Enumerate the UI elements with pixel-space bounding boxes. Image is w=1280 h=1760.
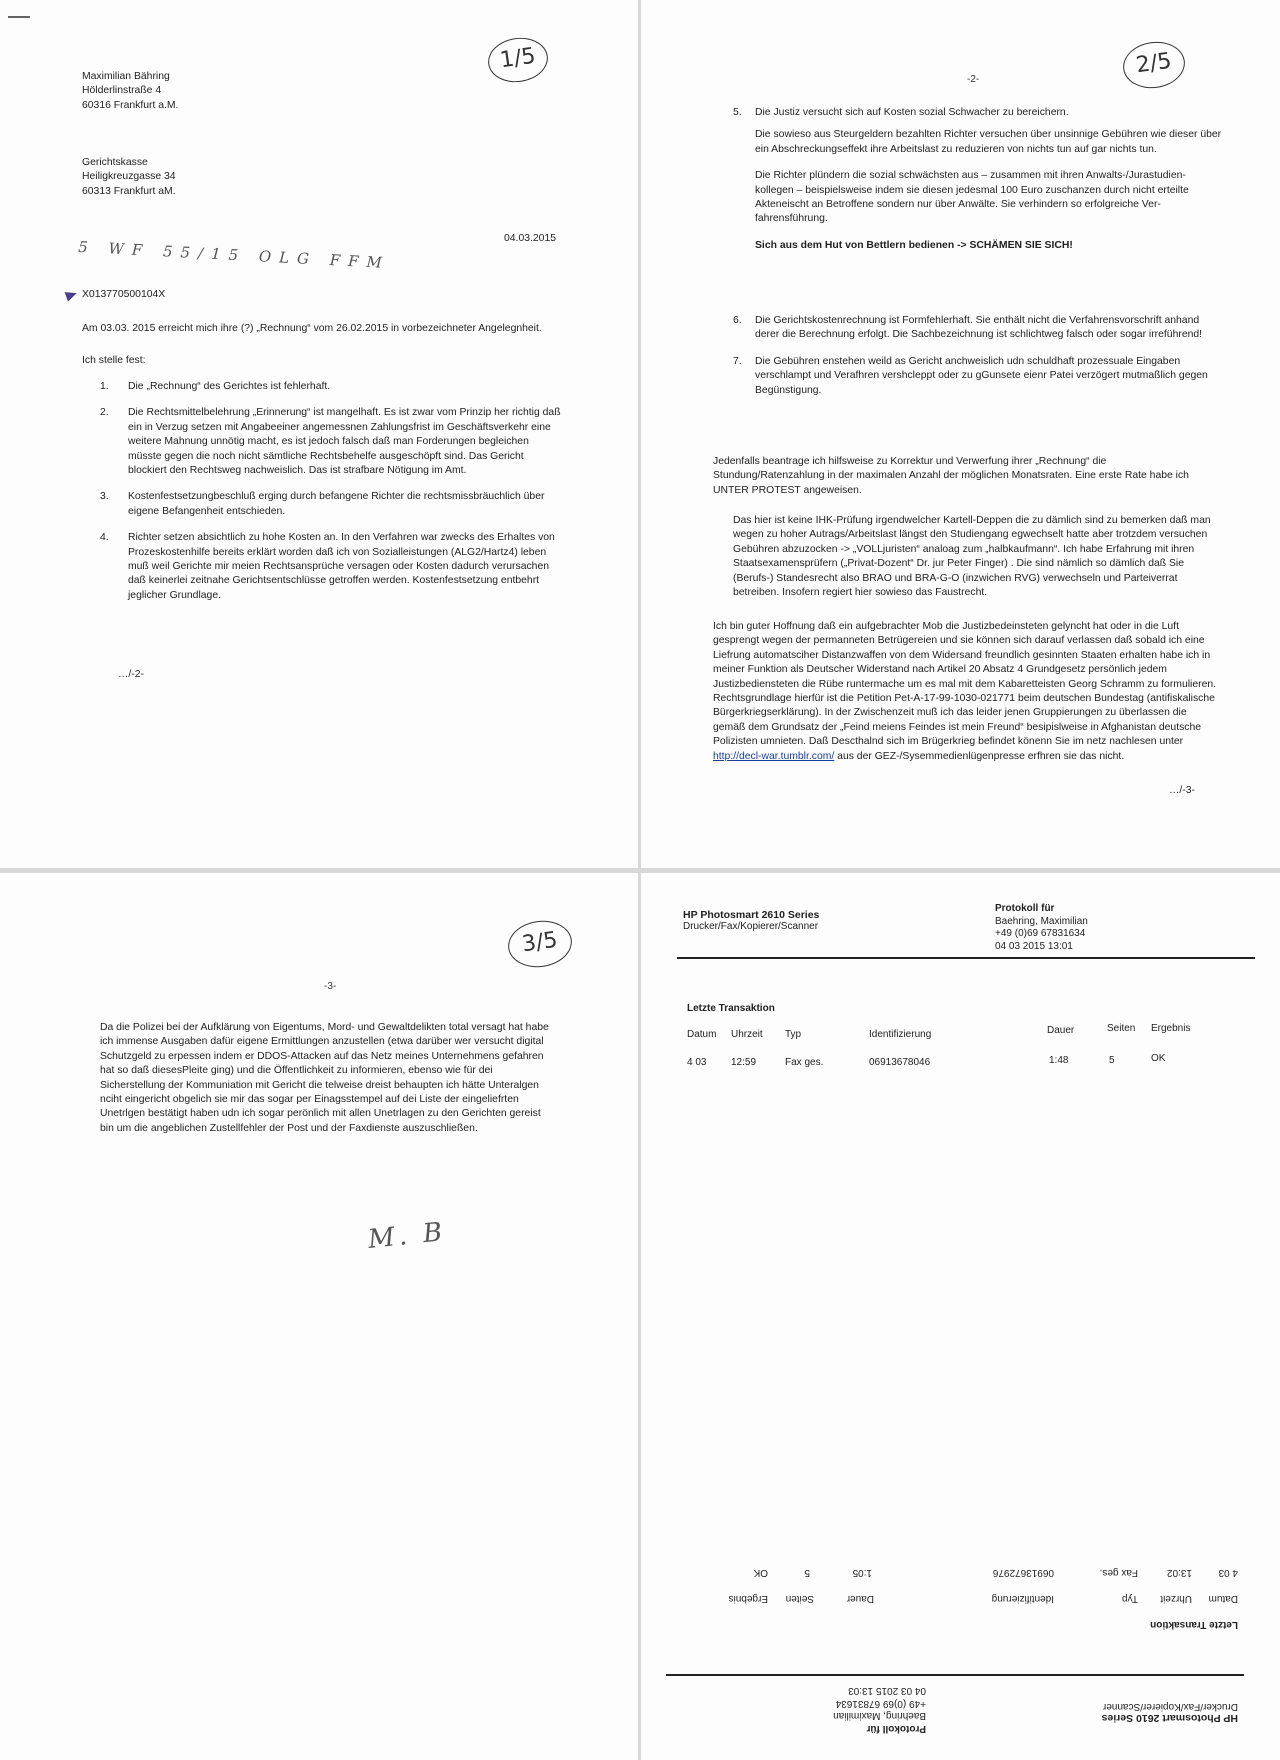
recipient-street: Heiligkreuzgasse 34 [82,171,176,183]
row-dauer: 1:48 [1049,1055,1069,1066]
fax-header-device: HP Photosmart 2610 Series Drucker/Fax/Kopierer/Scanner [683,909,820,932]
sender-name: Maximilian Bähring [82,71,170,82]
findings-list [100,380,562,615]
intro-line: Am 03.03. 2015 erreicht mich ihre (?) „Rechnung“ vom 26.02.2015 in vorbezeichneter Angelegnheit. [82,323,542,334]
col-seiten: Seiten [1107,1023,1136,1034]
page-4 [641,873,1280,1760]
sender-city: 60316 Frankfurt a.M. [82,99,179,111]
fax-protocol: Protokoll für Baehring, Maximilian +49 (0)69 67831634 04 03 2015 13:01 [995,903,1088,952]
letter-date: 04.03.2015 [504,233,557,244]
paragraph-application: Jedenfalls beantrage ich hilfsweise zu Korrektur und Verwerfung ihrer „Rechnung“ die Stundung/Ratenzahlung in der maximalen Anzahl der möglichen Monatsraten. Eine erste Rate habe ich UNTER PROTEST angeweisen. [713,456,1189,496]
col-uhrzeit: Uhrzeit [731,1029,763,1040]
sender-address [82,70,178,113]
paragraph-hope: Ich bin guter Hoffnung daß ein aufgebrachter Mob die Justizbedeinsteten gelyncht hat oder in die Luft gesprengt wegen der permanneten Betrügereien und sie können sich darauf verlassen daß sobald ich eine Liefrung automatsciher Distanzwaffen von dem Widersand freundlich gesinnten Staaten erhalten habe ich in meiner Funktion als Deutscher Widerstand nach Artikel 20 Absatz 4 Grundgesetz persönlich jedem Justizbediensteten die Rübe runtermache um es mal mit dem Kabaretteisten Georg Schramm zu formulieren. Rechtsgrundlage hierfür ist die Petition Pet-A-17-99-1030-021771 beim deutschen Bundestag (antifiskalische Bürgerkriegserklärung). In der Zwischenzeit muß ich das leider jenen Gruppierungen zu überlassen die gemäß dem Grundsatz der „Feind meiens Feindes ist mein Freund“ besipislweise in Afghanistan deutsche Polizisten umnieten. Daß Descthalnd sich im Brügerkrieg befindet könenn Sie im netz nachlesen unter http://decl-war.tumblr.com/ aus der GEZ-/Sysemmedienlügenpresse erfhren sie das nicht. [713,621,1217,762]
page-2 [641,0,1280,868]
row-datum: 4 03 [687,1057,707,1068]
sender-street: Hölderlinstraße 4 [82,85,162,97]
handwritten-note: 5 WF 55/15 OLG FFM [77,237,391,273]
row-typ: Fax ges. [785,1057,824,1068]
continue-marker: …/-3- [1169,785,1195,796]
recipient-name: Gerichtskasse [82,157,148,168]
statement-line: Ich stelle fest: [82,355,146,366]
row-ergebnis: OK [1151,1053,1166,1064]
page-marker: 2/5 [1120,38,1188,92]
list-item: 6. Die Gerichtskostenrechnung ist Formfehlerhaft. Sie enthält nicht die Verfahrensvorschrift anhand derer die Berechnung erfolgt. Die Sachbezeichnung ist schlichtweg falsch oder sogar irreführend! [733,315,1203,341]
page-number: -2- [967,74,980,85]
scan-mark [8,16,30,18]
paragraph-ihk: Das hier ist keine IHK-Prüfung irgendwelcher Kartell-Deppen die zu dämlich sind zu bemerken daß man wegen zu hoher Autrags/Arbeitslast längst den Studiengang egwechselt hatte aber trotzdem versuchen Gebühren abzuzocken -> „VOLLjuristen“ analoag zum „halbkaufmann“. Ich habe Erfahrung mit ihren Staatsexamensprüfern („Privat-Dozent“ Dr. jur Peter Finger) . Die sind nämlich so dämlich daß Sie (Berufs-) Standesrecht also BRAO und BRA-G-O (inzwichen RVG) verwechseln und Parteiverrat betreiben. Insofern regiert hier sowieso das Faustrecht. [733,515,1211,599]
signature: M. B [366,1216,448,1256]
col-dauer: Dauer [1047,1025,1075,1036]
items-6-7 [733,314,1223,410]
recipient-address [82,156,176,199]
row-identifizierung: 06913678046 [869,1057,931,1068]
row-uhrzeit: 12:59 [731,1057,757,1068]
list-item: 2. Die Rechtsmittelbelehrung „Erinnerung“ ist mangelhaft. Es ist zwar vom Prinzip her richtig daß ein in Verzug setzen mit Angabeeiner angemessnen Zahlungsfrist im Geschäftsverkehr eine weitere Mahnung unnötig macht, es ist jedoch falsch daß man Forderungen begleichen müsste gegen die noch nicht sämtliche Rechtsbehelfe ausgeschöpft sind. Das Gericht blockiert den Rechtsweg nachweislich. Das ist strafbare Nötigung im Amt. [100,407,561,477]
divider [677,957,1255,959]
page-3 [0,873,638,1760]
col-ergebnis: Ergebnis [1151,1023,1191,1034]
item-5-paragraph: Die sowieso aus Steurgeldern bezahlten Richter versuchen über unsinnige Gebühren wie dieser über ein Abschreckungseffekt ihre Arbeitslast zu reduzieren von nichts tun auf gar nichts tun. [755,129,1222,155]
item-5-paragraph: Die Richter plündern die sozial schwächsten aus – zusammen mit ihren Anwalts-/Jurastudien-kollegen – beispielsweise indem sie diesen jedesmal 100 Euro zuschanzen durch nicht erteilte Akteneischt an Betroffene sondern nur über Anwälte. Sie verhindern so erfolgreiche Ver-fahrensführung. [755,170,1189,225]
paragraph-police: Da die Polizei bei der Aufklärung von Eigentums, Mord- und Gewaltdelikten total versagt hat habe ich immense Ausgaben dafür eigene Ermittlungen anzustellen (etwa darüber wer versucht digital Schutzgeld zu erpessen indem er DDOS-Attacken auf das Netz meines Unternehmens gefahren hat so daß diesesPleite ging) und die Öffentlichkeit zu informieren, ebenso wie für dei Sicherstellung der Kommuniation mit Gericht die telweise dreist behaupten ich hätte Unteralgen nciht eingericht obgelich sie mir das sogar per Einagsstempel auf dei Liste der eingeliefrten Unetrlgen bestätigt haben udn ich sogar perönlich mit allen Unetrlagen zu den Gerichten gereist bin um die angeblichen Zustellfehler der Post und der Faxdienste auszuschließen. [100,1022,549,1134]
arrow-icon [65,288,79,301]
fax-report-rotated: HP Photosmart 2610 Series Drucker/Fax/Kopierer/Scanner Protokoll für Baehring, Maximilian +49 (0)69 67831634 04 03 2015 13:03 Letzte Transaktion Datum Uhrzeit Typ Identifizierung Dauer Seiten Ergebnis 4 03 13:02 Fax ges. 06913672976 1:05 5 OK [641,1363,1280,1760]
section-title: Letzte Transaktion [687,1003,775,1014]
col-typ: Typ [785,1029,802,1040]
col-identifizierung: Identifizierung [869,1029,932,1040]
col-datum: Datum [687,1029,717,1040]
page-marker: 3/5 [505,917,575,971]
item-5-exclamation: Sich aus dem Hut von Bettlern bedienen -> SCHÄMEN SIE SICH! [755,239,1073,251]
list-item: 4. Richter setzen absichtlich zu hohe Kosten an. In den Verfahren war zwecks des Erhaltes von Prozeskostenhilfe bereits erklärt worden daß ich von Sozialleistungen (ALG2/Hartz4) leben muß weil Gerichte mir meien Rechtsansprüche versagen oder Kosten dadurch verursachen daß keinerlei zeitnahe Gerichtsentschlüsse getroffen werden. Kostenfestsetzung entbehrt jeglicher Grundlage. [100,532,555,601]
declaration-link[interactable]: http://decl-war.tumblr.com/ [713,750,835,762]
item-5: 5. Die Justiz versucht sich auf Kosten sozial Schwacher zu bereichern. Die sowieso aus Steurgeldern bezahlten Richter versuchen über unsinnige Gebühren wie dieser über ein Abschreckungseffekt ihre Arbeitslast zu reduzieren von nichts tun auf gar nichts tun. Die Richter plündern die sozial schwächsten aus – zusammen mit ihren Anwalts-/Jurastudien-kollegen – beispielsweise indem sie diesen jedesmal 100 Euro zuschanzen durch nicht erteilte Akteneischt an Betroffene sondern nur über Anwälte. Sie verhindern so erfolgreiche Ver-fahrensführung. Sich aus dem Hut von Bettlern bedienen -> SCHÄMEN SIE SICH! [733,106,1223,253]
page-number: -3- [324,981,337,992]
list-item: 1. Die „Rechnung“ des Gerichtes ist fehlerhaft. [100,381,331,392]
recipient-city: 60313 Frankfurt aM. [82,185,176,197]
page-marker: 1/5 [485,34,551,86]
list-item: 7. Die Gebühren enstehen weild as Gericht anchweislich udn schuldhaft prozessuale Eingaben verschlampt und Verafhren vershcleppt oder zu gGunsete eienr Patei verzögert mutmaßlich gegen Begünstigung. [733,355,1208,396]
list-item: 3. Kostenfestsetzungbeschluß erging durch befangene Richter die rechtsmissbräuchlich über eigene Befangenheit entschieden. [100,491,545,517]
continue-marker: …/-2- [118,669,144,680]
reference-number: X013770500104X [82,289,166,300]
row-seiten: 5 [1109,1055,1115,1066]
page-1 [0,0,638,868]
